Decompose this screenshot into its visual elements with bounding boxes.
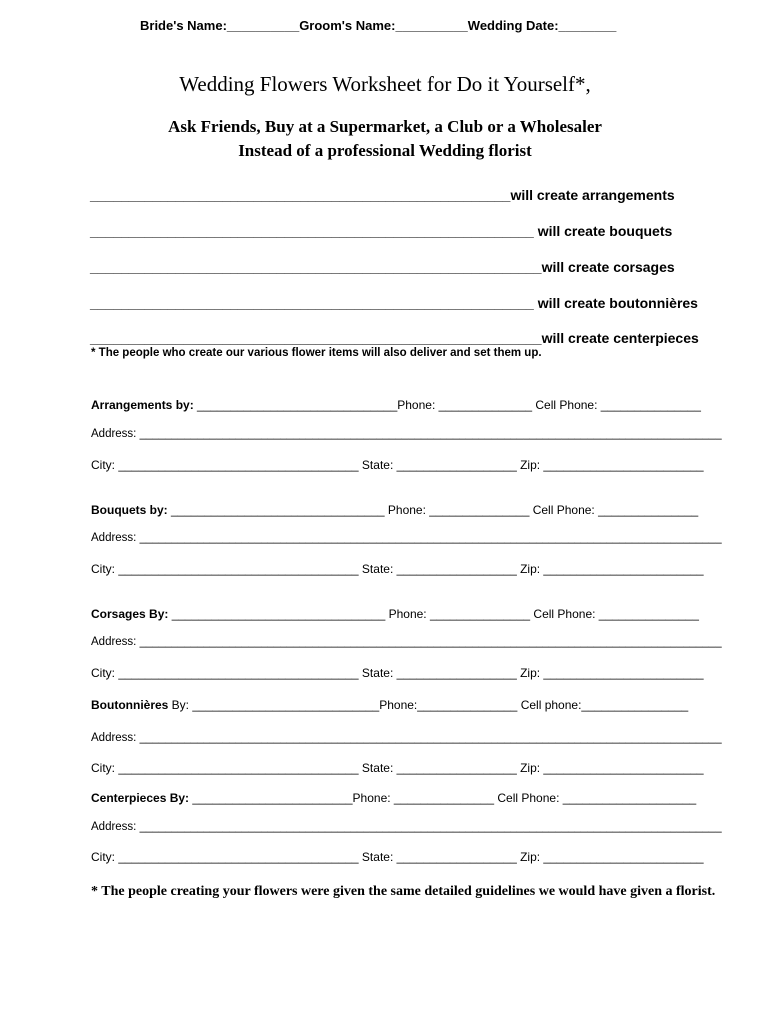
subtitle-line-2: Instead of a professional Wedding florist	[238, 141, 532, 160]
centerpieces-address-row: Address: ___________________________________________________________________________________________	[91, 821, 722, 833]
arrangements-label: Arrangements by:	[91, 398, 194, 412]
centerpieces-label: Centerpieces By:	[91, 791, 190, 805]
bouquets-phone-fields: ________________________________ Phone: _______________ Cell Phone: _______________	[167, 503, 699, 517]
header-names-line: Bride's Name:__________Groom's Name:__________Wedding Date:________	[140, 18, 617, 33]
subtitle-line-1: Ask Friends, Buy at a Supermarket, a Club or a Wholesaler	[168, 117, 602, 136]
boutonnieres-phone-fields: By: ____________________________Phone:_______________ Cell phone:________________	[168, 698, 689, 712]
assignment-note: * The people who create our various flower items will also deliver and set them up.	[91, 347, 542, 359]
bouquets-city-row: City: ____________________________________ State: __________________ Zip: ________________________	[91, 562, 704, 576]
arrangements-phone-fields: ______________________________Phone: ______________ Cell Phone: _______________	[193, 398, 701, 412]
boutonnieres-label: Boutonnières	[91, 698, 169, 712]
corsages-contact-row	[91, 607, 699, 621]
corsages-city-row: City: ____________________________________ State: __________________ Zip: ________________________	[91, 666, 704, 680]
assignment-corsages: __________________________________________________________will create corsages	[90, 259, 675, 275]
footnote: * The people creating your flowers were given the same detailed guidelines we would have given a florist.	[91, 884, 716, 899]
centerpieces-contact-row	[91, 791, 696, 805]
bouquets-label: Bouquets by:	[91, 503, 168, 517]
centerpieces-phone-fields: ________________________Phone: _______________ Cell Phone: ____________________	[189, 791, 697, 805]
boutonnieres-contact-row	[91, 698, 688, 712]
centerpieces-city-row: City: ____________________________________ State: __________________ Zip: ________________________	[91, 850, 704, 864]
bouquets-address-row: Address: ___________________________________________________________________________________________	[91, 532, 722, 544]
arrangements-contact-row	[91, 398, 701, 412]
corsages-address-row: Address: ___________________________________________________________________________________________	[91, 636, 722, 648]
corsages-label: Corsages By:	[91, 607, 169, 621]
arrangements-city-row: City: ____________________________________ State: __________________ Zip: ________________________	[91, 458, 704, 472]
bouquets-contact-row	[91, 503, 698, 517]
boutonnieres-city-row: City: ____________________________________ State: __________________ Zip: ________________________	[91, 761, 704, 775]
assignment-centerpieces: __________________________________________________________will create centerpieces	[90, 330, 699, 346]
corsages-phone-fields: ________________________________ Phone: _______________ Cell Phone: _______________	[168, 607, 699, 621]
assignment-bouquets: _________________________________________________________ will create bouquets	[90, 223, 673, 239]
assignment-boutonnieres: _________________________________________________________ will create boutonnières	[90, 295, 698, 311]
arrangements-address-row: Address: ___________________________________________________________________________________________	[91, 428, 722, 440]
boutonnieres-address-row: Address: ___________________________________________________________________________________________	[91, 732, 722, 744]
page-title: Wedding Flowers Worksheet for Do it Yourself*,	[179, 72, 591, 96]
assignment-arrangements: ______________________________________________________will create arrangements	[90, 187, 675, 203]
